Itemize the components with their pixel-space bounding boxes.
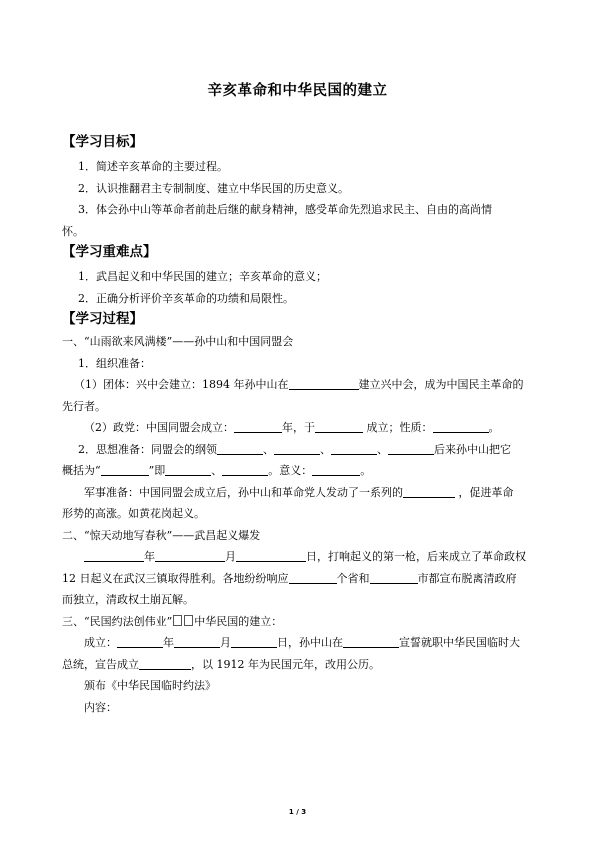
- page-number: 1 / 3: [288, 808, 307, 816]
- part1-title: 一、“山雨欲来风满楼”——孙中山和中国同盟会: [62, 335, 294, 348]
- goal-item-1: 1．简述辛亥革命的主要过程。: [78, 160, 228, 173]
- part3-content-label: 内容：: [84, 700, 117, 714]
- fill-blank[interactable]: [403, 485, 455, 498]
- org-a-line: （1）团体：兴中会建立：1894 年孙中山在 建立兴中会，成为中国民主革命的: [74, 378, 524, 391]
- part3-date-line: 成立： 年 月 日，孙中山在 宣誓就职中华民国临时大: [84, 636, 520, 649]
- fill-blank[interactable]: [289, 571, 337, 584]
- document-body: [62, 132, 536, 718]
- fill-blank[interactable]: [236, 549, 306, 562]
- goal-item-3: 3．体会孙中山等革命者前赴后继的献身精神，感受革命先烈追求民主、自由的高尚情: [78, 203, 492, 216]
- fill-blank[interactable]: [331, 442, 377, 455]
- org-b-line: （2）政党：中国同盟会成立： 年，于 成立；性质： 。: [84, 421, 500, 434]
- military-cont: 形势的高涨。如黄花岗起义。: [62, 507, 205, 520]
- fill-blank[interactable]: [217, 442, 263, 455]
- fill-blank[interactable]: [155, 549, 225, 562]
- part2-title: 二、“惊天动地写春秋”——武昌起义爆发: [62, 528, 261, 542]
- part2-date-line: 年 月 日，打响起义的第一枪，后来成立了革命政权: [62, 546, 536, 568]
- fill-blank[interactable]: [231, 635, 277, 648]
- part3-cont-line: 总统，宣告成立 ，以 1912 年为民国元年，改用公历。: [62, 657, 380, 671]
- org-a-cont: 先行者。: [62, 399, 106, 413]
- fill-blank[interactable]: [234, 420, 282, 433]
- goal-item-2: 2．认识推翻君主专制制度、建立中华民国的历史意义。: [78, 181, 349, 195]
- fill-blank[interactable]: [388, 442, 434, 455]
- part3-title: 三、“民国约法创伟业” 中华民国的建立：: [62, 614, 283, 628]
- document-title: 辛亥革命和中华民国的建立: [207, 83, 388, 99]
- part3-law: 颁布《中华民国临时约法》: [84, 679, 216, 692]
- missing-glyph-box-icon: [173, 615, 182, 626]
- fill-blank[interactable]: [139, 657, 191, 670]
- fill-blank[interactable]: [289, 377, 359, 390]
- part2-cont-line: 12 日起义在武汉三镇取得胜利。各地纷纷响应 个省和 市都宣布脱离清政府: [62, 571, 517, 585]
- key-item-1: 1．武昌起义和中华民国的建立；辛亥革命的意义；: [78, 270, 327, 283]
- part2-cont2: 而独立，清政权土崩瓦解。: [62, 593, 194, 606]
- idea-cont-line: 概括为“ ”即 、 。意义： 。: [62, 464, 372, 477]
- military-line: 军事准备：中国同盟会成立后，孙中山和革命党人发动了一系列的 ，促进革命: [84, 485, 514, 499]
- goals-heading: 【学习目标】: [62, 134, 143, 150]
- org-prep-label: 1．组织准备：: [78, 356, 151, 370]
- fill-blank[interactable]: [433, 420, 489, 433]
- missing-glyph-box-icon: [184, 615, 193, 626]
- fill-blank[interactable]: [315, 420, 363, 433]
- key-item-2: 2．正确分析评价辛亥革命的功绩和局限性。: [78, 291, 294, 305]
- fill-blank[interactable]: [222, 463, 268, 476]
- process-heading: 【学习过程】: [62, 311, 143, 327]
- fill-blank[interactable]: [370, 571, 418, 584]
- fill-blank[interactable]: [165, 463, 211, 476]
- fill-blank[interactable]: [117, 635, 163, 648]
- fill-blank[interactable]: [274, 442, 320, 455]
- fill-blank[interactable]: [312, 463, 360, 476]
- fill-blank[interactable]: [84, 549, 144, 562]
- fill-blank[interactable]: [343, 635, 399, 648]
- fill-blank[interactable]: [174, 635, 220, 648]
- key-points-heading: 【学习重难点】: [62, 244, 157, 260]
- idea-line: 2．思想准备：同盟会的纲领 、 、 、 后来孙中山把它: [78, 442, 511, 456]
- goal-item-3-cont: 怀。: [62, 224, 84, 238]
- fill-blank[interactable]: [101, 463, 149, 476]
